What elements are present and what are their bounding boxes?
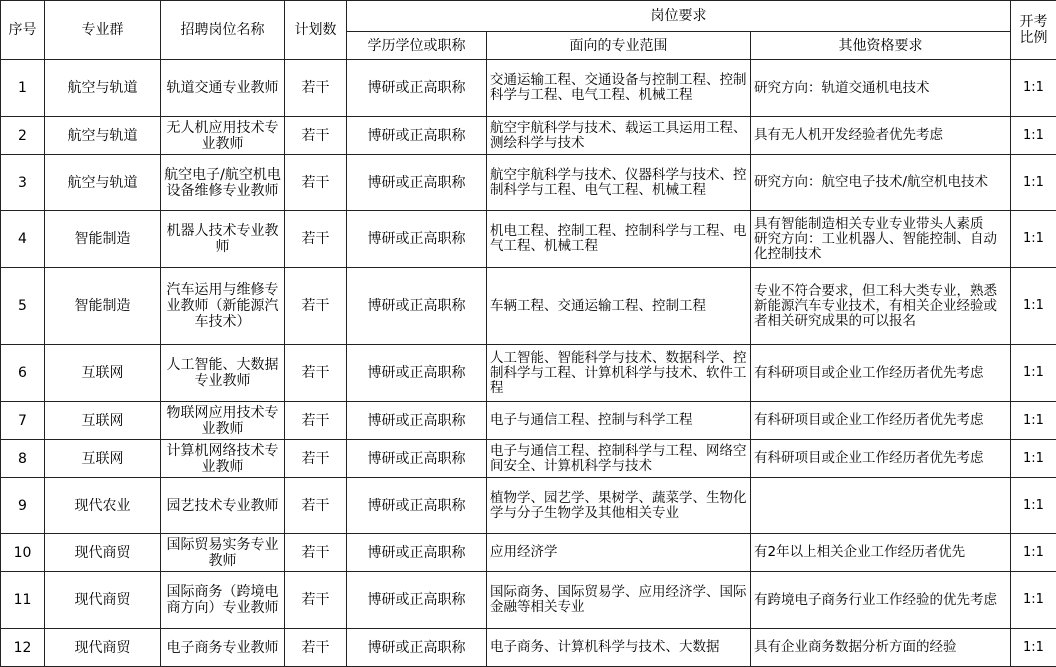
table-row [1,572,1056,629]
cell-majors: 机电工程、控制工程、控制科学与工程、电气工程、机械工程 [487,211,751,268]
cell-group: 现代商贸 [45,629,161,667]
table-row [1,117,1056,155]
table-row [1,534,1056,572]
header-group: 专业群 [45,1,161,60]
cell-ratio: 1:1 [1011,572,1056,629]
cell-seq: 11 [1,572,45,629]
cell-position: 机器人技术专业教师 [161,211,285,268]
cell-seq: 7 [1,402,45,440]
table-row [1,440,1056,478]
table-row [1,60,1056,117]
cell-group: 现代商贸 [45,572,161,629]
cell-ratio: 1:1 [1011,402,1056,440]
table-body [1,60,1056,667]
header-ratio: 开考比例 [1011,1,1056,60]
cell-plan: 若干 [285,534,347,572]
cell-plan: 若干 [285,60,347,117]
cell-other: 有2年以上相关企业工作经历者优先 [751,534,1011,572]
cell-group: 智能制造 [45,211,161,268]
cell-ratio: 1:1 [1011,268,1056,345]
cell-degree: 博研或正高职称 [347,440,487,478]
cell-ratio: 1:1 [1011,440,1056,478]
cell-majors: 车辆工程、交通运输工程、控制工程 [487,268,751,345]
cell-majors: 应用经济学 [487,534,751,572]
cell-ratio: 1:1 [1011,478,1056,534]
cell-ratio: 1:1 [1011,155,1056,211]
cell-position: 汽车运用与维修专业教师（新能源汽车技术） [161,268,285,345]
header-position: 招聘岗位名称 [161,1,285,60]
cell-other: 具有企业商务数据分析方面的经验 [751,629,1011,667]
cell-degree: 博研或正高职称 [347,402,487,440]
header-requirements: 岗位要求 [347,1,1011,32]
cell-group: 航空与轨道 [45,117,161,155]
cell-plan: 若干 [285,345,347,402]
cell-position: 人工智能、大数据专业教师 [161,345,285,402]
cell-plan: 若干 [285,440,347,478]
cell-degree: 博研或正高职称 [347,629,487,667]
cell-majors: 交通运输工程、交通设备与控制工程、控制科学与工程、电气工程、机械工程 [487,60,751,117]
cell-other [751,478,1011,534]
cell-plan: 若干 [285,478,347,534]
table-row [1,268,1056,345]
cell-group: 智能制造 [45,268,161,345]
cell-position: 轨道交通专业教师 [161,60,285,117]
header-degree: 学历学位或职称 [347,32,487,60]
cell-degree: 博研或正高职称 [347,211,487,268]
cell-position: 园艺技术专业教师 [161,478,285,534]
cell-position: 物联网应用技术专业教师 [161,402,285,440]
cell-majors: 电子与通信工程、控制科学与工程、网络空间安全、计算机科学与技术 [487,440,751,478]
header-majors: 面向的专业范围 [487,32,751,60]
table-row [1,155,1056,211]
cell-other: 具有智能制造相关专业专业带头人素质 研究方向：工业机器人、智能控制、自动化控制技术 [751,211,1011,268]
cell-seq: 3 [1,155,45,211]
table-row [1,629,1056,667]
cell-other: 有跨境电子商务行业工作经验的优先考虑 [751,572,1011,629]
table-row [1,211,1056,268]
cell-degree: 博研或正高职称 [347,268,487,345]
cell-seq: 6 [1,345,45,402]
cell-majors: 国际商务、国际贸易学、应用经济学、国际金融等相关专业 [487,572,751,629]
cell-plan: 若干 [285,117,347,155]
header-seq: 序号 [1,1,45,60]
cell-seq: 4 [1,211,45,268]
cell-degree: 博研或正高职称 [347,478,487,534]
cell-seq: 12 [1,629,45,667]
cell-other: 有科研项目或企业工作经历者优先考虑 [751,345,1011,402]
cell-degree: 博研或正高职称 [347,534,487,572]
cell-ratio: 1:1 [1011,60,1056,117]
cell-ratio: 1:1 [1011,211,1056,268]
cell-other: 具有无人机开发经验者优先考虑 [751,117,1011,155]
table-row [1,478,1056,534]
cell-majors: 电子与通信工程、控制与科学工程 [487,402,751,440]
cell-majors: 人工智能、智能科学与技术、数据科学、控制科学与工程、计算机科学与技术、软件工程 [487,345,751,402]
header-plan: 计划数 [285,1,347,60]
cell-plan: 若干 [285,402,347,440]
cell-seq: 2 [1,117,45,155]
cell-degree: 博研或正高职称 [347,155,487,211]
cell-group: 航空与轨道 [45,155,161,211]
cell-ratio: 1:1 [1011,534,1056,572]
cell-group: 现代商贸 [45,534,161,572]
header-other: 其他资格要求 [751,32,1011,60]
cell-group: 互联网 [45,345,161,402]
cell-seq: 10 [1,534,45,572]
cell-other: 研究方向：航空电子技术/航空机电技术 [751,155,1011,211]
table-row [1,402,1056,440]
table-row [1,345,1056,402]
cell-degree: 博研或正高职称 [347,572,487,629]
cell-position: 电子商务专业教师 [161,629,285,667]
cell-plan: 若干 [285,211,347,268]
cell-seq: 8 [1,440,45,478]
cell-majors: 电子商务、计算机科学与技术、大数据 [487,629,751,667]
cell-ratio: 1:1 [1011,345,1056,402]
cell-ratio: 1:1 [1011,117,1056,155]
cell-position: 国际贸易实务专业教师 [161,534,285,572]
cell-seq: 1 [1,60,45,117]
cell-majors: 植物学、园艺学、果树学、蔬菜学、生物化学与分子生物学及其他相关专业 [487,478,751,534]
cell-degree: 博研或正高职称 [347,117,487,155]
cell-position: 计算机网络技术专业教师 [161,440,285,478]
cell-group: 互联网 [45,440,161,478]
cell-ratio: 1:1 [1011,629,1056,667]
cell-group: 互联网 [45,402,161,440]
cell-plan: 若干 [285,629,347,667]
cell-seq: 5 [1,268,45,345]
cell-majors: 航空宇航科学与技术、仪器科学与技术、控制科学与工程、电气工程、机械工程 [487,155,751,211]
cell-degree: 博研或正高职称 [347,60,487,117]
cell-majors: 航空宇航科学与技术、载运工具运用工程、测绘科学与技术 [487,117,751,155]
cell-group: 现代农业 [45,478,161,534]
cell-plan: 若干 [285,155,347,211]
cell-other: 研究方向：轨道交通机电技术 [751,60,1011,117]
cell-degree: 博研或正高职称 [347,345,487,402]
cell-position: 无人机应用技术专业教师 [161,117,285,155]
cell-plan: 若干 [285,268,347,345]
cell-seq: 9 [1,478,45,534]
cell-other: 有科研项目或企业工作经历者优先考虑 [751,402,1011,440]
cell-other: 有科研项目或企业工作经历者优先考虑 [751,440,1011,478]
cell-position: 航空电子/航空机电设备维修专业教师 [161,155,285,211]
cell-group: 航空与轨道 [45,60,161,117]
cell-plan: 若干 [285,572,347,629]
cell-position: 国际商务（跨境电商方向）专业教师 [161,572,285,629]
cell-other: 专业不符合要求，但工科大类专业，熟悉新能源汽车专业技术，有相关企业经验或者相关研究成果的可以报名 [751,268,1011,345]
